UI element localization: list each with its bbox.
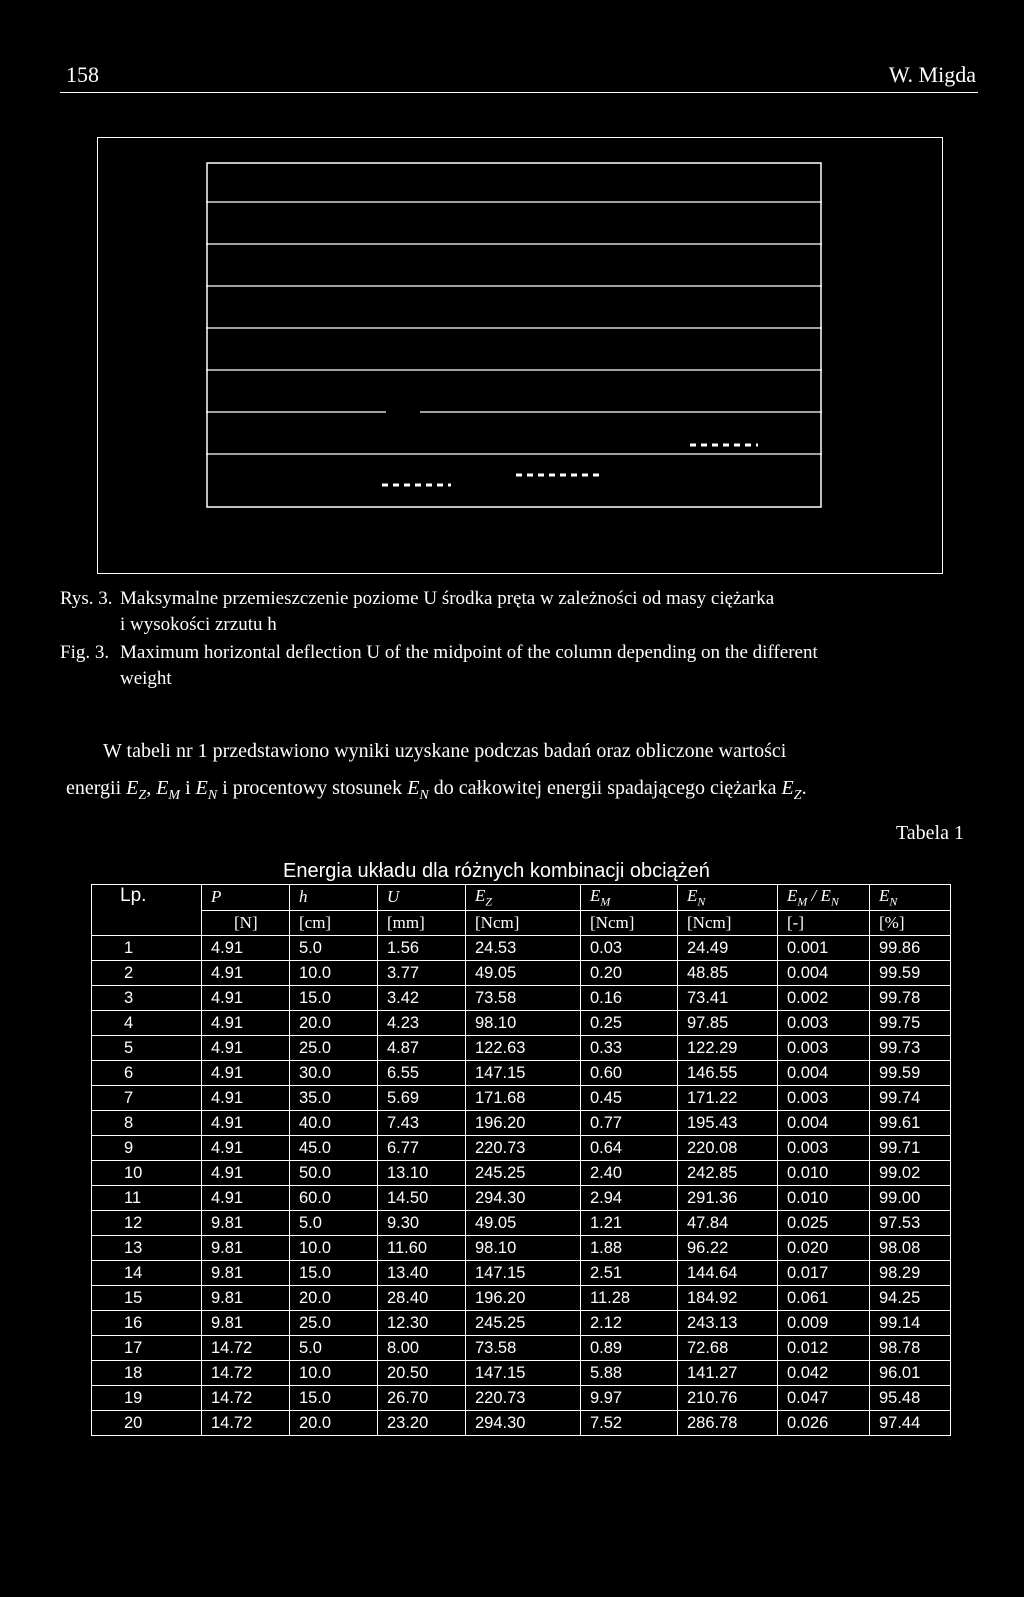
table-cell: 98.08 (870, 1236, 951, 1261)
table-cell: 15.0 (290, 986, 378, 1011)
table-cell: 99.73 (870, 1036, 951, 1061)
table-cell: 245.25 (466, 1161, 581, 1186)
table-row (92, 1211, 951, 1236)
table-cell: 26.70 (378, 1386, 466, 1411)
table-row (92, 1136, 951, 1161)
table-cell: 97.85 (678, 1011, 778, 1036)
table-cell: 24.49 (678, 936, 778, 961)
table-cell: 122.63 (466, 1036, 581, 1061)
table-cell: 6 (92, 1061, 202, 1086)
table-cell: 98.78 (870, 1336, 951, 1361)
table-cell: 196.20 (466, 1286, 581, 1311)
table-cell: 4.91 (202, 1036, 290, 1061)
table-cell: 0.061 (778, 1286, 870, 1311)
table-cell: 0.047 (778, 1386, 870, 1411)
table-cell: 5.0 (290, 1336, 378, 1361)
table-cell: 7 (92, 1086, 202, 1111)
table-cell: 10.0 (290, 961, 378, 986)
table-cell: 10.0 (290, 1236, 378, 1261)
table-cell: 11 (92, 1186, 202, 1211)
table-cell: 40.0 (290, 1111, 378, 1136)
table-row (92, 1311, 951, 1336)
table-cell: 195.43 (678, 1111, 778, 1136)
table-cell: 0.60 (581, 1061, 678, 1086)
table-cell: 99.75 (870, 1011, 951, 1036)
table-cell: 35.0 (290, 1086, 378, 1111)
table-cell: 5.88 (581, 1361, 678, 1386)
table-cell: 20 (92, 1411, 202, 1436)
table-cell: 99.14 (870, 1311, 951, 1336)
unit-p: [N] (202, 910, 290, 936)
table-cell: 5.0 (290, 1211, 378, 1236)
table-cell: 15 (92, 1286, 202, 1311)
table-cell: 4.91 (202, 1161, 290, 1186)
table-row (92, 1386, 951, 1411)
caption-pl-line1: Maksymalne przemieszczenie poziome U środka pręta w zależności od masy ciężarka (120, 588, 775, 609)
table-cell: 7.43 (378, 1111, 466, 1136)
table-cell: 0.25 (581, 1011, 678, 1036)
table-cell: 0.017 (778, 1261, 870, 1286)
figure-plot-area (206, 162, 822, 508)
table-cell: 122.29 (678, 1036, 778, 1061)
table-cell: 245.25 (466, 1311, 581, 1336)
table-cell: 141.27 (678, 1361, 778, 1386)
table-cell: 146.55 (678, 1061, 778, 1086)
table-unit-row (92, 910, 951, 936)
table-cell: 18 (92, 1361, 202, 1386)
caption-pl-line2: i wysokości zrzutu h (120, 614, 277, 635)
table-cell: 14.72 (202, 1411, 290, 1436)
table-cell: 8.00 (378, 1336, 466, 1361)
table-cell: 73.58 (466, 986, 581, 1011)
table-cell: 6.77 (378, 1136, 466, 1161)
table-cell: 3 (92, 986, 202, 1011)
caption-en-line2: weight (120, 668, 172, 689)
table-cell: 99.71 (870, 1136, 951, 1161)
plot-dashed-marks (382, 445, 758, 485)
table-cell: 14.72 (202, 1336, 290, 1361)
energy-table (91, 884, 951, 1436)
table-cell: 0.03 (581, 936, 678, 961)
table-cell: 20.0 (290, 1286, 378, 1311)
header-em-en-ratio: $E_M / E_N$ (778, 885, 870, 911)
table-cell: 14.50 (378, 1186, 466, 1211)
table-cell: 95.48 (870, 1386, 951, 1411)
table-cell: 196.20 (466, 1111, 581, 1136)
table-cell: 3.77 (378, 961, 466, 986)
table-row (92, 986, 951, 1011)
table-cell: 13.40 (378, 1261, 466, 1286)
table-cell: 171.22 (678, 1086, 778, 1111)
table-cell: 184.92 (678, 1286, 778, 1311)
unit-u: [mm] (378, 910, 466, 936)
table-cell: 7.52 (581, 1411, 678, 1436)
table-cell: 60.0 (290, 1186, 378, 1211)
body-paragraph-line1: W tabeli nr 1 przedstawiono wyniki uzyskane podczas badań oraz obliczone wartości (103, 740, 787, 762)
table-cell: 220.08 (678, 1136, 778, 1161)
table-cell: 1.88 (581, 1236, 678, 1261)
table-cell: 0.45 (581, 1086, 678, 1111)
header-p: P (202, 885, 290, 911)
table-cell: 4.91 (202, 1186, 290, 1211)
unit-em: [Ncm] (581, 910, 678, 936)
table-cell: 5 (92, 1036, 202, 1061)
table-cell: 49.05 (466, 1211, 581, 1236)
table-title: Energia układu dla różnych kombinacji obciążeń (283, 860, 710, 882)
table-row (92, 1286, 951, 1311)
table-cell: 210.76 (678, 1386, 778, 1411)
table-cell: 0.003 (778, 1086, 870, 1111)
table-cell: 0.026 (778, 1411, 870, 1436)
table-cell: 0.004 (778, 1111, 870, 1136)
page-number: 158 (66, 62, 99, 87)
table-symbol-row (92, 885, 951, 911)
table-cell: 9.81 (202, 1311, 290, 1336)
table-cell: 9.97 (581, 1386, 678, 1411)
table-cell: 0.010 (778, 1186, 870, 1211)
table-cell: 10.0 (290, 1361, 378, 1386)
table-cell: 0.025 (778, 1211, 870, 1236)
table-cell: 0.004 (778, 1061, 870, 1086)
table-row (92, 1086, 951, 1111)
table-cell: 4.23 (378, 1011, 466, 1036)
table-cell: 4 (92, 1011, 202, 1036)
table-cell: 12.30 (378, 1311, 466, 1336)
table-row (92, 1111, 951, 1136)
body-paragraph-line2: energii $E_Z$, $E_M$ i $E_N$ i procentowy stosunek $E_N$ do całkowitej energii spadającego ciężarka $E_Z$. (66, 777, 807, 803)
header-ez: $E_Z$ (466, 885, 581, 911)
table-cell: 0.64 (581, 1136, 678, 1161)
table-cell: 98.10 (466, 1236, 581, 1261)
table-cell: 6.55 (378, 1061, 466, 1086)
table-cell: 1 (92, 936, 202, 961)
table-cell: 49.05 (466, 961, 581, 986)
caption-en-label: Fig. 3. (60, 642, 110, 663)
table-row (92, 936, 951, 961)
table-cell: 4.91 (202, 1086, 290, 1111)
table-body (92, 936, 951, 1436)
table-cell: 23.20 (378, 1411, 466, 1436)
plot-gridlines (206, 202, 822, 454)
table-cell: 9 (92, 1136, 202, 1161)
table-row (92, 1186, 951, 1211)
table-row (92, 1261, 951, 1286)
table-cell: 171.68 (466, 1086, 581, 1111)
table-cell: 20.0 (290, 1011, 378, 1036)
table-cell: 9.30 (378, 1211, 466, 1236)
running-header (60, 62, 978, 93)
header-em: $E_M$ (581, 885, 678, 911)
table-cell: 14.72 (202, 1386, 290, 1411)
table-cell: 5.69 (378, 1086, 466, 1111)
table-cell: 2.51 (581, 1261, 678, 1286)
table-cell: 17 (92, 1336, 202, 1361)
table-cell: 294.30 (466, 1411, 581, 1436)
table-cell: 25.0 (290, 1036, 378, 1061)
table-row (92, 1011, 951, 1036)
table-cell: 10 (92, 1161, 202, 1186)
table-row (92, 1361, 951, 1386)
table-cell: 96.22 (678, 1236, 778, 1261)
table-cell: 13 (92, 1236, 202, 1261)
table-cell: 99.59 (870, 961, 951, 986)
table-cell: 4.91 (202, 986, 290, 1011)
caption-en-line1: Maximum horizontal deflection U of the midpoint of the column depending on the different (120, 642, 818, 663)
unit-ez: [Ncm] (466, 910, 581, 936)
table-cell: 47.84 (678, 1211, 778, 1236)
table-cell: 0.002 (778, 986, 870, 1011)
table-cell: 9.81 (202, 1236, 290, 1261)
table-row (92, 1411, 951, 1436)
table-row (92, 1336, 951, 1361)
table-cell: 4.91 (202, 1011, 290, 1036)
table-cell: 9.81 (202, 1261, 290, 1286)
table-cell: 99.86 (870, 936, 951, 961)
table-cell: 0.89 (581, 1336, 678, 1361)
table-cell: 294.30 (466, 1186, 581, 1211)
table-cell: 48.85 (678, 961, 778, 986)
table-row (92, 1036, 951, 1061)
table-cell: 50.0 (290, 1161, 378, 1186)
table-cell: 19 (92, 1386, 202, 1411)
table-cell: 3.42 (378, 986, 466, 1011)
table-cell: 2.12 (581, 1311, 678, 1336)
table-cell: 291.36 (678, 1186, 778, 1211)
table-cell: 0.16 (581, 986, 678, 1011)
table-row (92, 961, 951, 986)
table-cell: 25.0 (290, 1311, 378, 1336)
plot-border (207, 163, 821, 507)
table-cell: 147.15 (466, 1361, 581, 1386)
table-cell: 286.78 (678, 1411, 778, 1436)
table-cell: 0.003 (778, 1036, 870, 1061)
table-cell: 14.72 (202, 1361, 290, 1386)
table-cell: 147.15 (466, 1261, 581, 1286)
table-cell: 147.15 (466, 1061, 581, 1086)
unit-en: [Ncm] (678, 910, 778, 936)
table-cell: 1.56 (378, 936, 466, 961)
table-cell: 4.91 (202, 936, 290, 961)
header-en-percent: $E_N$ (870, 885, 951, 911)
table-cell: 97.44 (870, 1411, 951, 1436)
table-cell: 99.02 (870, 1161, 951, 1186)
table-cell: 15.0 (290, 1261, 378, 1286)
table-cell: 11.28 (581, 1286, 678, 1311)
table-cell: 73.58 (466, 1336, 581, 1361)
table-cell: 98.10 (466, 1011, 581, 1036)
table-cell: 8 (92, 1111, 202, 1136)
table-cell: 243.13 (678, 1311, 778, 1336)
table-cell: 99.74 (870, 1086, 951, 1111)
table-row (92, 1161, 951, 1186)
table-cell: 5.0 (290, 936, 378, 961)
table-cell: 98.29 (870, 1261, 951, 1286)
table-cell: 99.61 (870, 1111, 951, 1136)
table-cell: 0.004 (778, 961, 870, 986)
table-row (92, 1236, 951, 1261)
unit-h: [cm] (290, 910, 378, 936)
header-h: h (290, 885, 378, 911)
header-u: U (378, 885, 466, 911)
table-cell: 30.0 (290, 1061, 378, 1086)
table-cell: 2 (92, 961, 202, 986)
table-cell: 11.60 (378, 1236, 466, 1261)
table-cell: 9.81 (202, 1286, 290, 1311)
table-cell: 99.78 (870, 986, 951, 1011)
table-cell: 220.73 (466, 1136, 581, 1161)
header-lp: Lp. (92, 885, 202, 936)
table-label: Tabela 1 (895, 822, 964, 844)
table-cell: 4.91 (202, 961, 290, 986)
table-cell: 2.40 (581, 1161, 678, 1186)
table-cell: 99.59 (870, 1061, 951, 1086)
table-cell: 16 (92, 1311, 202, 1336)
table-cell: 0.009 (778, 1311, 870, 1336)
table-cell: 12 (92, 1211, 202, 1236)
table-cell: 0.77 (581, 1111, 678, 1136)
table-cell: 72.68 (678, 1336, 778, 1361)
table-cell: 0.010 (778, 1161, 870, 1186)
table-cell: 242.85 (678, 1161, 778, 1186)
caption-pl-label: Rys. 3. (60, 588, 113, 609)
table-cell: 20.50 (378, 1361, 466, 1386)
table-cell: 4.91 (202, 1061, 290, 1086)
table-cell: 0.001 (778, 936, 870, 961)
table-cell: 144.64 (678, 1261, 778, 1286)
table-cell: 28.40 (378, 1286, 466, 1311)
table-cell: 2.94 (581, 1186, 678, 1211)
table-cell: 73.41 (678, 986, 778, 1011)
table-cell: 97.53 (870, 1211, 951, 1236)
table-cell: 20.0 (290, 1411, 378, 1436)
table-cell: 13.10 (378, 1161, 466, 1186)
header-en: $E_N$ (678, 885, 778, 911)
table-cell: 1.21 (581, 1211, 678, 1236)
table-cell: 4.91 (202, 1136, 290, 1161)
table-cell: 15.0 (290, 1386, 378, 1411)
table-cell: 0.20 (581, 961, 678, 986)
table-cell: 220.73 (466, 1386, 581, 1411)
table-cell: 0.003 (778, 1011, 870, 1036)
table-cell: 0.020 (778, 1236, 870, 1261)
table-cell: 94.25 (870, 1286, 951, 1311)
table-cell: 96.01 (870, 1361, 951, 1386)
table-cell: 14 (92, 1261, 202, 1286)
table-row (92, 1061, 951, 1086)
table-cell: 0.012 (778, 1336, 870, 1361)
unit-percent: [%] (870, 910, 951, 936)
table-cell: 45.0 (290, 1136, 378, 1161)
table-cell: 4.91 (202, 1111, 290, 1136)
table-cell: 9.81 (202, 1211, 290, 1236)
table-cell: 4.87 (378, 1036, 466, 1061)
table-cell: 24.53 (466, 936, 581, 961)
table-header (92, 885, 951, 936)
table-cell: 0.33 (581, 1036, 678, 1061)
table-cell: 0.042 (778, 1361, 870, 1386)
table-cell: 0.003 (778, 1136, 870, 1161)
page-author: W. Migda (888, 62, 976, 87)
table-cell: 99.00 (870, 1186, 951, 1211)
unit-ratio: [-] (778, 910, 870, 936)
